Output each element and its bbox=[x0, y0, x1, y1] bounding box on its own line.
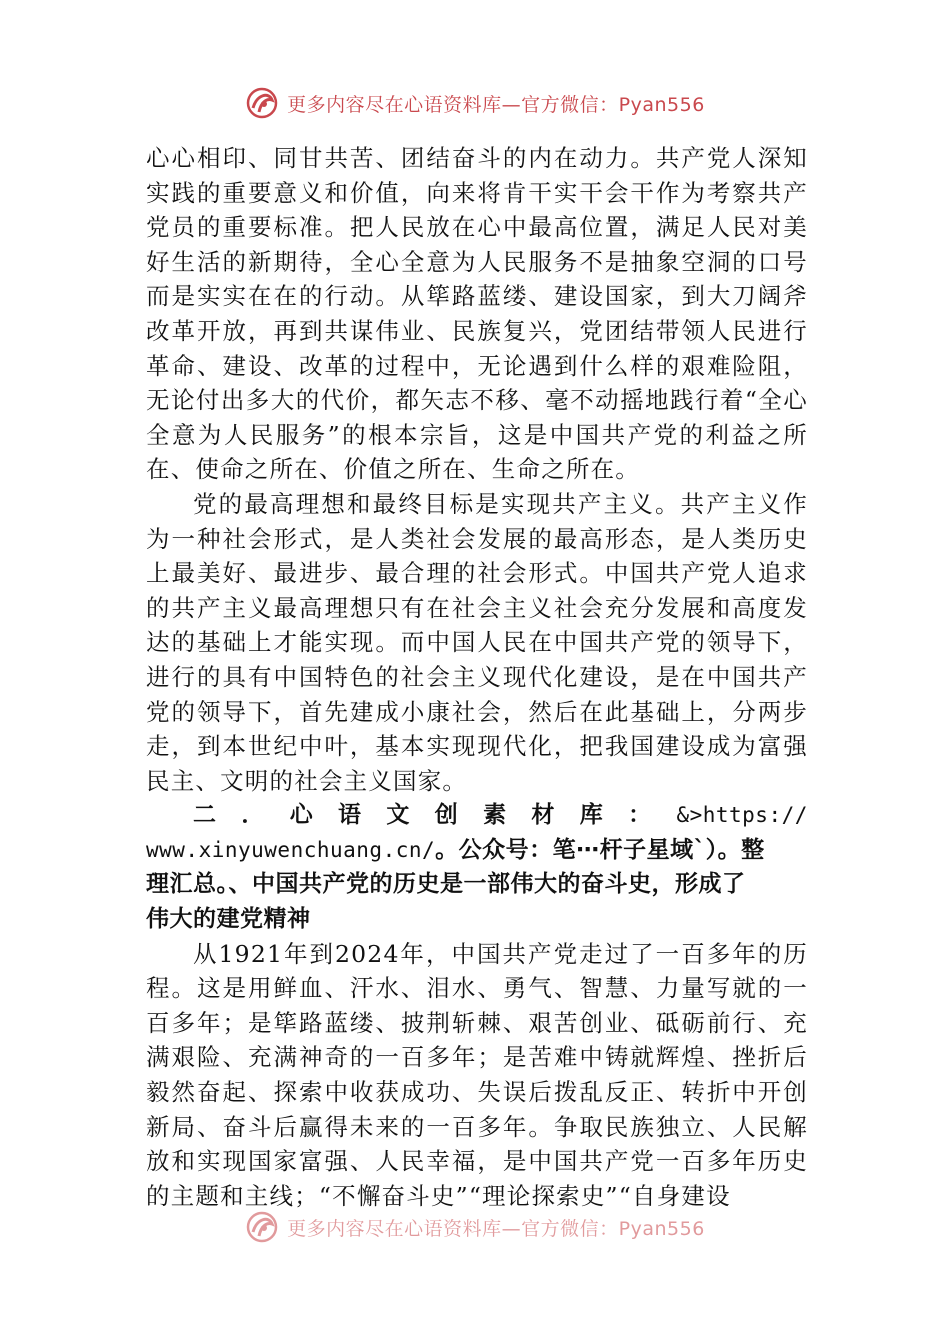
heading-char: ． bbox=[241, 802, 265, 829]
heading-char: 材 bbox=[531, 802, 555, 829]
swirl-logo-icon bbox=[245, 86, 279, 120]
heading-char: 库 bbox=[579, 802, 604, 829]
paragraph-3: 从1921年到2024年，中国共产党走过了一百多年的历程。这是用鲜血、汗水、泪水、勇气、智慧、力量写就的一百多年；是筚路蓝缕、披荆斩棘、艰苦创业、砥砺前行、充满艰险、充满神奇的一百多年；是苦难中铸就辉煌、挫折后毅然奋起、探索中收获成功、失误后拨乱反正、转折中开创新局、奋斗后赢得未来的一百多年。争取民族独立、人民解放和实现国家富强、人民幸福，是中国共产党一百多年历史的主题和主线；“不懈奋斗史”“理论探索史”“自身建设 bbox=[146, 939, 808, 1210]
heading-line-3: 理汇总。、中国共产党的历史是一部伟大的奋斗史，形成了 bbox=[146, 871, 746, 898]
paragraph-1: 心心相印、同甘共苦、团结奋斗的内在动力。共产党人深知实践的重要意义和价值，向来将肯干实干会干作为考察共产党员的重要标准。把人民放在心中最高位置，满足人民对美好生活的新期待，全心全意为人民服务不是抽象空洞的口号而是实实在在的行动。从筚路蓝缕、建设国家，到大刀阔斧改革开放，再到共谋伟业、民族复兴，党团结带领人民进行革命、建设、改革的过程中，无论遇到什么样的艰难险阻，无论付出多大的代价，都矢志不移、毫不动摇地践行着“全心全意为人民服务”的根本宗旨，这是中国共产党的利益之所在、使命之所在、价值之所在、生命之所在。 bbox=[146, 144, 808, 484]
heading-char: 心 bbox=[289, 802, 314, 829]
paragraph-2: 党的最高理想和最终目标是实现共产主义。共产主义作为一种社会形式，是人类社会发展的最高形态，是人类历史上最美好、最进步、最合理的社会形式。中国共产党人追求的共产主义最高理想只有在社会主义社会充分发展和高度发达的基础上才能实现。而中国人民在中国共产党的领导下，进行的具有中国特色的社会主义现代化建设，是在中国共产党的领导下，首先建成小康社会，然后在此基础上，分两步走，到本世纪中叶，基本实现现代化，把我国建设成为富强民主、文明的社会主义国家。 bbox=[146, 489, 808, 795]
heading-line-2-rest: 。公众号：笔⋯杆子星域`）。整 bbox=[435, 836, 765, 863]
heading-url: www.xinyuwenchuang.cn/ bbox=[146, 837, 436, 862]
heading-char: 语 bbox=[338, 802, 362, 829]
header-watermark bbox=[0, 86, 950, 120]
heading-line-2 bbox=[146, 833, 808, 868]
heading-char: ： bbox=[628, 802, 652, 829]
watermark-text: 更多内容尽在心语资料库—官方微信：Pyan556 bbox=[287, 1217, 705, 1240]
watermark-text: 更多内容尽在心语资料库—官方微信：Pyan556 bbox=[287, 93, 705, 116]
heading-char: 二 bbox=[193, 802, 217, 829]
heading-line-1 bbox=[146, 798, 808, 833]
document-body bbox=[146, 141, 808, 1213]
heading-char: 创 bbox=[434, 802, 459, 829]
footer-watermark bbox=[0, 1210, 950, 1244]
heading-char: 文 bbox=[386, 802, 410, 829]
heading-line-4: 伟大的建党精神 bbox=[146, 906, 311, 933]
heading-url-start: &>https:// bbox=[676, 803, 808, 828]
section-heading bbox=[146, 798, 808, 936]
swirl-logo-icon bbox=[245, 1210, 279, 1244]
heading-char: 素 bbox=[483, 802, 507, 829]
